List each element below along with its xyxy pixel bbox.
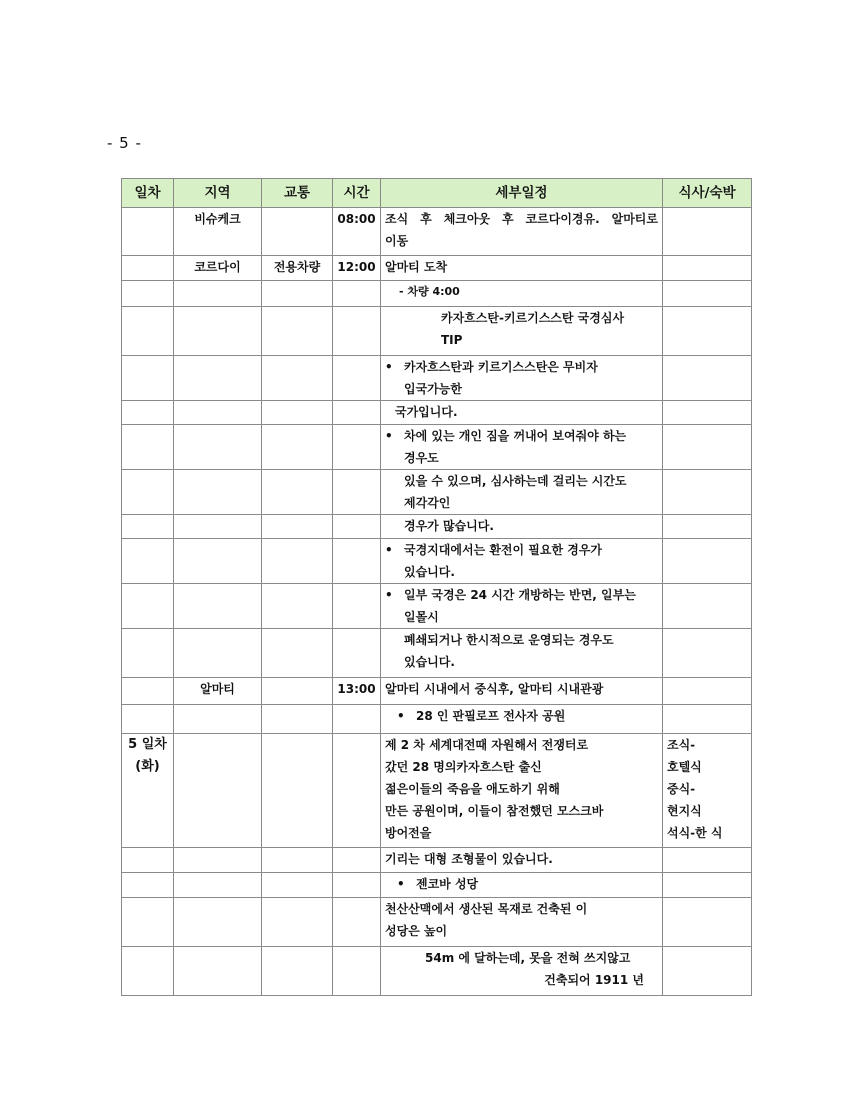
table-row	[122, 208, 752, 256]
bullet-item	[397, 873, 658, 895]
table-row	[122, 307, 752, 356]
meal-line: 조식-	[667, 738, 696, 752]
detail-cell	[381, 734, 663, 848]
detail-line: 알마티 시내에서 중식후, 알마티 시내관광	[385, 682, 604, 696]
bullet-item	[385, 539, 658, 561]
transport-cell: 전용차량	[262, 256, 333, 281]
day-label: 5 일차	[128, 737, 167, 752]
table-row	[122, 256, 752, 281]
table-row	[122, 539, 752, 584]
detail-line: 알마티 도착	[385, 260, 448, 274]
bullet-item	[385, 356, 658, 378]
meal-line: 석식-한 식	[667, 826, 723, 840]
detail-line: 일몰시	[404, 610, 439, 624]
region-cell: 알마티	[174, 678, 262, 705]
table-row	[122, 734, 752, 848]
detail-cell	[381, 848, 663, 873]
table-row	[122, 584, 752, 629]
meal-line: 중식-	[667, 782, 696, 796]
detail-cell	[381, 947, 663, 996]
header-region: 지역	[174, 179, 262, 208]
table-row	[122, 281, 752, 307]
meal-cell	[663, 734, 752, 848]
detail-line: 국경지대에서는 환전이 필요한 경우가	[404, 543, 603, 557]
detail-line: 차에 있는 개인 짐을 꺼내어 보여줘야 하는	[404, 429, 627, 443]
detail-cell	[381, 629, 663, 678]
detail-line: 국가입니다.	[395, 405, 458, 419]
table-row	[122, 356, 752, 401]
detail-cell	[381, 539, 663, 584]
detail-cell	[381, 584, 663, 629]
bullet-icon: •	[397, 709, 405, 723]
detail-line: 젠코바 성당	[416, 877, 479, 891]
detail-line: 있습니다.	[404, 655, 455, 669]
meal-line: 호텔식	[667, 760, 702, 774]
detail-line: 28 인 판필로프 전사자 공원	[416, 709, 566, 723]
detail-line: 경우도	[404, 451, 439, 465]
page-number: - 5 -	[107, 134, 142, 152]
detail-cell	[381, 705, 663, 734]
day-cell	[122, 734, 174, 848]
bullet-item	[385, 425, 658, 447]
detail-line: 경우가 많습니다.	[404, 519, 494, 533]
detail-line: 조식 후 체크아웃 후 코르다이경유. 알마티로	[385, 212, 658, 226]
meal-line: 현지식	[667, 804, 702, 818]
detail-line: 제각각인	[404, 496, 451, 510]
detail-cell	[381, 356, 663, 401]
detail-cell	[381, 898, 663, 947]
detail-line: 카자흐스탄-키르기스스탄 국경심사	[441, 311, 625, 325]
header-time: 시간	[333, 179, 381, 208]
detail-cell	[381, 425, 663, 470]
table-row	[122, 705, 752, 734]
bullet-icon: •	[385, 543, 393, 557]
region-cell: 비슈케크	[174, 208, 262, 256]
itinerary-table	[121, 178, 752, 996]
detail-line: 입국가능한	[404, 382, 462, 396]
detail-line: TIP	[441, 333, 463, 347]
detail-line: 폐쇄되거나 한시적으로 운영되는 경우도	[404, 633, 614, 647]
detail-cell	[381, 256, 663, 281]
detail-line: 일부 국경은 24 시간 개방하는 반면, 일부는	[404, 588, 636, 602]
bullet-icon: •	[385, 588, 393, 602]
day-weekday: (화)	[135, 759, 160, 774]
bullet-item	[397, 705, 658, 727]
table-row	[122, 515, 752, 539]
table-row	[122, 947, 752, 996]
detail-line: 방어전을	[385, 826, 432, 840]
table-row	[122, 629, 752, 678]
header-detail: 세부일정	[381, 179, 663, 208]
table-row	[122, 425, 752, 470]
bullet-icon: •	[397, 877, 405, 891]
header-day: 일차	[122, 179, 174, 208]
detail-line: 카자흐스탄과 키르기스스탄은 무비자	[404, 360, 598, 374]
detail-line: 있습니다.	[404, 565, 455, 579]
detail-cell	[381, 307, 663, 356]
table-row	[122, 873, 752, 898]
detail-line: 기리는 대형 조형물이 있습니다.	[385, 852, 553, 866]
header-transport: 교통	[262, 179, 333, 208]
detail-line: 이동	[385, 234, 409, 248]
bullet-icon: •	[385, 360, 393, 374]
table-header-row	[122, 179, 752, 208]
table-row	[122, 848, 752, 873]
detail-cell	[381, 401, 663, 425]
detail-line: 갔던 28 명의카자흐스탄 출신	[385, 760, 542, 774]
detail-cell	[381, 873, 663, 898]
detail-cell	[381, 281, 663, 307]
table-row	[122, 470, 752, 515]
detail-line: 만든 공원이며, 이들이 참전했던 모스크바	[385, 804, 604, 818]
time-cell: 08:00	[333, 208, 381, 256]
detail-line: 54m 에 달하는데, 못을 전혀 쓰지않고	[425, 951, 631, 965]
bullet-icon: •	[385, 429, 393, 443]
detail-cell	[381, 678, 663, 705]
detail-line: 천산산맥에서 생산된 목재로 건축된 이	[385, 902, 588, 916]
detail-line: - 차량 4:00	[399, 285, 460, 298]
detail-line: 성당은 높이	[385, 924, 448, 938]
detail-cell	[381, 515, 663, 539]
detail-line: 있을 수 있으며, 심사하는데 걸리는 시간도	[404, 474, 627, 488]
table-row	[122, 401, 752, 425]
region-cell: 코르다이	[174, 256, 262, 281]
header-meal: 식사/숙박	[663, 179, 752, 208]
time-cell: 13:00	[333, 678, 381, 705]
detail-line: 젊은이들의 죽음을 애도하기 위해	[385, 782, 560, 796]
detail-line: 건축되어 1911 년	[544, 973, 644, 987]
table-row	[122, 898, 752, 947]
detail-cell	[381, 470, 663, 515]
detail-cell	[381, 208, 663, 256]
time-cell: 12:00	[333, 256, 381, 281]
detail-line: 제 2 차 세계대전때 자원해서 전쟁터로	[385, 738, 589, 752]
bullet-item	[385, 584, 658, 606]
table-row	[122, 678, 752, 705]
